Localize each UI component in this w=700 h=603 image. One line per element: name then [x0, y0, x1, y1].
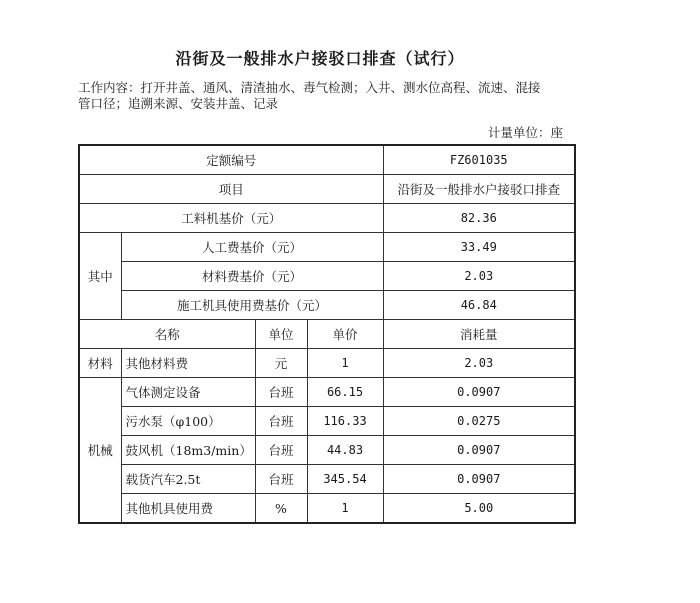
table-row — [79, 378, 575, 407]
header-row — [79, 320, 575, 349]
resource-price: 44.83 — [307, 436, 383, 465]
resource-unit: 台班 — [255, 436, 307, 465]
resource-name: 鼓风机（18m3/min） — [121, 436, 255, 465]
labor-value: 33.49 — [383, 233, 575, 262]
table-row — [79, 494, 575, 524]
work-content — [78, 80, 578, 112]
material-value: 2.03 — [383, 262, 575, 291]
resource-qty: 0.0907 — [383, 436, 575, 465]
base-price-value: 82.36 — [383, 204, 575, 233]
work-content-line-2: 管口径；追溯来源、安装井盖、记录 — [78, 96, 279, 111]
quota-no-value: FZ601035 — [383, 145, 575, 175]
resource-name: 载货汽车2.5t — [121, 465, 255, 494]
resource-name: 其他材料费 — [121, 349, 255, 378]
resource-qty: 0.0907 — [383, 378, 575, 407]
header-consumption: 消耗量 — [383, 320, 575, 349]
resource-name: 气体测定设备 — [121, 378, 255, 407]
work-content-line-1: 工作内容：打开井盖、通风、清渣抽水、毒气检测；入井、测水位高程、流速、混接 — [78, 80, 541, 95]
labor-row — [79, 233, 575, 262]
quota-no-label: 定额编号 — [79, 145, 383, 175]
header-name: 名称 — [79, 320, 255, 349]
header-unit: 单位 — [255, 320, 307, 349]
material-row — [79, 262, 575, 291]
table-row — [79, 465, 575, 494]
quota-table — [78, 144, 576, 524]
machinery-category: 机械 — [79, 378, 121, 524]
table-row — [79, 349, 575, 378]
resource-unit: 台班 — [255, 465, 307, 494]
resource-price: 345.54 — [307, 465, 383, 494]
among-label: 其中 — [79, 233, 121, 320]
resource-unit: 元 — [255, 349, 307, 378]
resource-price: 1 — [307, 494, 383, 524]
resource-qty: 5.00 — [383, 494, 575, 524]
table-row — [79, 436, 575, 465]
labor-label: 人工费基价（元） — [121, 233, 383, 262]
measurement-unit: 计量单位：座 — [488, 125, 564, 140]
resource-qty: 0.0907 — [383, 465, 575, 494]
material-label: 材料费基价（元） — [121, 262, 383, 291]
document-title: 沿街及一般排水户接驳口排查（试行） — [175, 49, 465, 68]
resource-price: 66.15 — [307, 378, 383, 407]
resource-unit: % — [255, 494, 307, 524]
resource-price: 116.33 — [307, 407, 383, 436]
table-row — [79, 407, 575, 436]
header-price: 单价 — [307, 320, 383, 349]
base-price-row — [79, 204, 575, 233]
item-row — [79, 175, 575, 204]
material-category: 材料 — [79, 349, 121, 378]
resource-unit: 台班 — [255, 378, 307, 407]
resource-qty: 0.0275 — [383, 407, 575, 436]
resource-name: 其他机具使用费 — [121, 494, 255, 524]
machine-row — [79, 291, 575, 320]
machine-value: 46.84 — [383, 291, 575, 320]
base-price-label: 工料机基价（元） — [79, 204, 383, 233]
quota-no-row — [79, 145, 575, 175]
resource-price: 1 — [307, 349, 383, 378]
resource-qty: 2.03 — [383, 349, 575, 378]
item-label: 项目 — [79, 175, 383, 204]
resource-name: 污水泵（φ100） — [121, 407, 255, 436]
item-value: 沿街及一般排水户接驳口排查 — [383, 175, 575, 204]
machine-label: 施工机具使用费基价（元） — [121, 291, 383, 320]
resource-unit: 台班 — [255, 407, 307, 436]
